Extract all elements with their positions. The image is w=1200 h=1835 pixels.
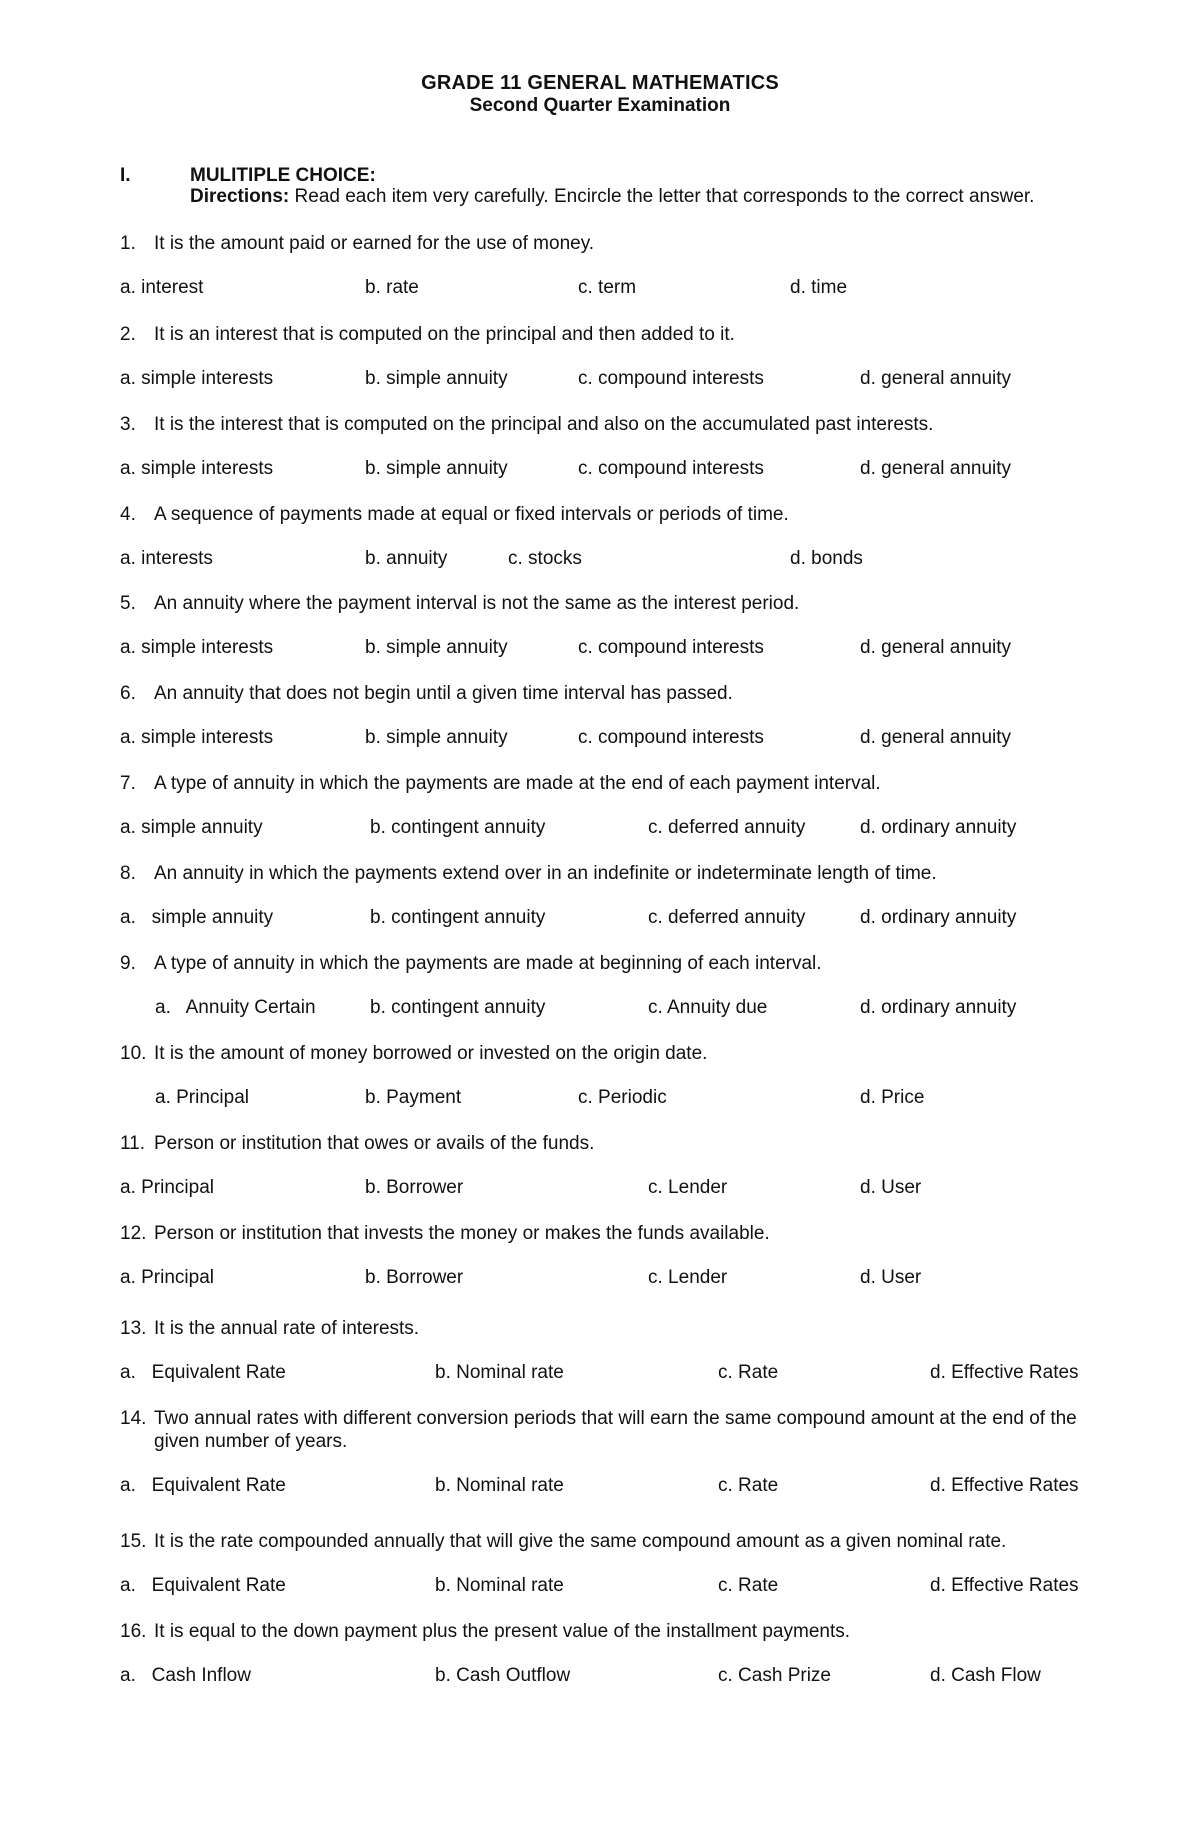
question-text: A type of annuity in which the payments are made at beginning of each interval. <box>154 953 822 974</box>
choice-a[interactable]: a. Principal <box>120 1177 214 1198</box>
choice-a[interactable]: a. Equivalent Rate <box>120 1575 286 1596</box>
choice-c[interactable]: c. Rate <box>718 1362 779 1383</box>
choice-a[interactable]: a. simple interests <box>120 727 274 748</box>
choice-d[interactable]: d. general annuity <box>860 637 1012 658</box>
question-number: 11. <box>120 1133 146 1154</box>
choice-b[interactable]: b. Payment <box>365 1087 462 1108</box>
question-number: 1. <box>120 233 136 254</box>
choice-a[interactable]: a. Annuity Certain <box>155 997 316 1018</box>
question-text: Person or institution that owes or avails of the funds. <box>154 1133 595 1154</box>
choice-c[interactable]: c. term <box>578 277 637 298</box>
choice-c[interactable]: c. compound interests <box>578 368 764 389</box>
question-text: An annuity in which the payments extend over in an indefinite or indeterminate length of time. <box>154 863 937 884</box>
choice-b[interactable]: b. Borrower <box>365 1267 464 1288</box>
choice-d[interactable]: d. User <box>860 1267 922 1288</box>
choice-b[interactable]: b. Cash Outflow <box>435 1665 571 1686</box>
question-number: 9. <box>120 953 136 974</box>
question-number: 15. <box>120 1531 147 1552</box>
choice-c[interactable]: c. stocks <box>508 548 582 569</box>
choice-d[interactable]: d. User <box>860 1177 922 1198</box>
choice-b[interactable]: b. contingent annuity <box>370 907 546 928</box>
choice-c[interactable]: c. Rate <box>718 1475 779 1496</box>
question-number: 8. <box>120 863 136 884</box>
choice-c[interactable]: c. deferred annuity <box>648 817 806 838</box>
choice-a[interactable]: a. simple annuity <box>120 817 263 838</box>
question-number: 6. <box>120 683 136 704</box>
choice-d[interactable]: d. Effective Rates <box>930 1575 1079 1596</box>
question-number: 5. <box>120 593 136 614</box>
choice-c[interactable]: c. compound interests <box>578 727 764 748</box>
section-number: I. <box>120 165 131 186</box>
choice-d[interactable]: d. ordinary annuity <box>860 817 1017 838</box>
question-text: Two annual rates with different conversion periods that will earn the same compound amount at the end of the given number of years. <box>154 1408 1077 1452</box>
choice-c[interactable]: c. Lender <box>648 1177 728 1198</box>
choice-a[interactable]: a. simple annuity <box>120 907 274 928</box>
choice-a[interactable]: a. Principal <box>155 1087 249 1108</box>
choice-a[interactable]: a. Equivalent Rate <box>120 1475 286 1496</box>
choice-b[interactable]: b. simple annuity <box>365 368 508 389</box>
choice-b[interactable]: b. contingent annuity <box>370 997 546 1018</box>
choice-a[interactable]: a. Equivalent Rate <box>120 1362 286 1383</box>
question-number: 7. <box>120 773 136 794</box>
choice-a[interactable]: a. Principal <box>120 1267 214 1288</box>
choice-d[interactable]: d. Effective Rates <box>930 1362 1079 1383</box>
question-text: An annuity where the payment interval is not the same as the interest period. <box>154 593 800 614</box>
question-text: Person or institution that invests the money or makes the funds available. <box>154 1223 770 1244</box>
section-directions <box>190 186 1034 208</box>
question-number: 14. <box>120 1408 147 1429</box>
choice-b[interactable]: b. Nominal rate <box>435 1475 564 1496</box>
question-text: An annuity that does not begin until a given time interval has passed. <box>154 683 733 704</box>
directions-label: Directions: <box>190 186 290 207</box>
choice-d[interactable]: d. ordinary annuity <box>860 907 1017 928</box>
choice-c[interactable]: c. Rate <box>718 1575 779 1596</box>
choice-c[interactable]: c. Cash Prize <box>718 1665 831 1686</box>
choice-a[interactable]: a. Cash Inflow <box>120 1665 251 1686</box>
question-text: It is the interest that is computed on the principal and also on the accumulated past interests. <box>154 414 934 435</box>
choice-a[interactable]: a. interests <box>120 548 213 569</box>
choice-b[interactable]: b. simple annuity <box>365 458 508 479</box>
choice-b[interactable]: b. simple annuity <box>365 727 508 748</box>
question-number: 2. <box>120 324 136 345</box>
choice-d[interactable]: d. Price <box>860 1087 925 1108</box>
choice-c[interactable]: c. Annuity due <box>648 997 768 1018</box>
choice-d[interactable]: d. general annuity <box>860 458 1012 479</box>
choice-b[interactable]: b. simple annuity <box>365 637 508 658</box>
choice-b[interactable]: b. annuity <box>365 548 448 569</box>
choice-a[interactable]: a. simple interests <box>120 637 274 658</box>
question-text: A sequence of payments made at equal or fixed intervals or periods of time. <box>154 504 789 525</box>
question-text: It is the amount of money borrowed or invested on the origin date. <box>154 1043 708 1064</box>
question-text: It is the annual rate of interests. <box>154 1318 420 1339</box>
exam-title: GRADE 11 GENERAL MATHEMATICS <box>421 72 779 94</box>
section-heading: MULITIPLE CHOICE: <box>190 165 376 186</box>
choice-d[interactable]: d. time <box>790 277 848 298</box>
choice-d[interactable]: d. ordinary annuity <box>860 997 1017 1018</box>
choice-c[interactable]: c. compound interests <box>578 458 764 479</box>
choice-a[interactable]: a. simple interests <box>120 458 274 479</box>
question-number: 13. <box>120 1318 147 1339</box>
question-text: It is equal to the down payment plus the present value of the installment payments. <box>154 1621 851 1642</box>
question-number: 12. <box>120 1223 147 1244</box>
question-number: 4. <box>120 504 136 525</box>
question-number: 16. <box>120 1621 147 1642</box>
question-text: It is an interest that is computed on the principal and then added to it. <box>154 324 735 345</box>
question-text: A type of annuity in which the payments are made at the end of each payment interval. <box>154 773 881 794</box>
directions-text: Read each item very carefully. Encircle the letter that corresponds to the correct answer. <box>289 186 1035 207</box>
choice-d[interactable]: d. general annuity <box>860 727 1012 748</box>
question-text: It is the amount paid or earned for the use of money. <box>154 233 595 254</box>
question-number: 3. <box>120 414 136 435</box>
choice-a[interactable]: a. interest <box>120 277 204 298</box>
exam-subtitle: Second Quarter Examination <box>469 95 731 116</box>
question-text: It is the rate compounded annually that will give the same compound amount as a given nominal rate. <box>154 1531 1007 1552</box>
choice-b[interactable]: b. Nominal rate <box>435 1575 564 1596</box>
choice-c[interactable]: c. Periodic <box>578 1087 667 1108</box>
choice-b[interactable]: b. rate <box>365 277 419 298</box>
choice-b[interactable]: b. Nominal rate <box>435 1362 564 1383</box>
choice-c[interactable]: c. compound interests <box>578 637 764 658</box>
choice-d[interactable]: d. Effective Rates <box>930 1475 1079 1496</box>
question-number: 10. <box>120 1043 147 1064</box>
choice-c[interactable]: c. deferred annuity <box>648 907 806 928</box>
choice-d[interactable]: d. Cash Flow <box>930 1665 1041 1686</box>
choice-b[interactable]: b. Borrower <box>365 1177 464 1198</box>
choice-d[interactable]: d. bonds <box>790 548 863 569</box>
choice-b[interactable]: b. contingent annuity <box>370 817 546 838</box>
choice-d[interactable]: d. general annuity <box>860 368 1012 389</box>
choice-c[interactable]: c. Lender <box>648 1267 728 1288</box>
choice-a[interactable]: a. simple interests <box>120 368 274 389</box>
